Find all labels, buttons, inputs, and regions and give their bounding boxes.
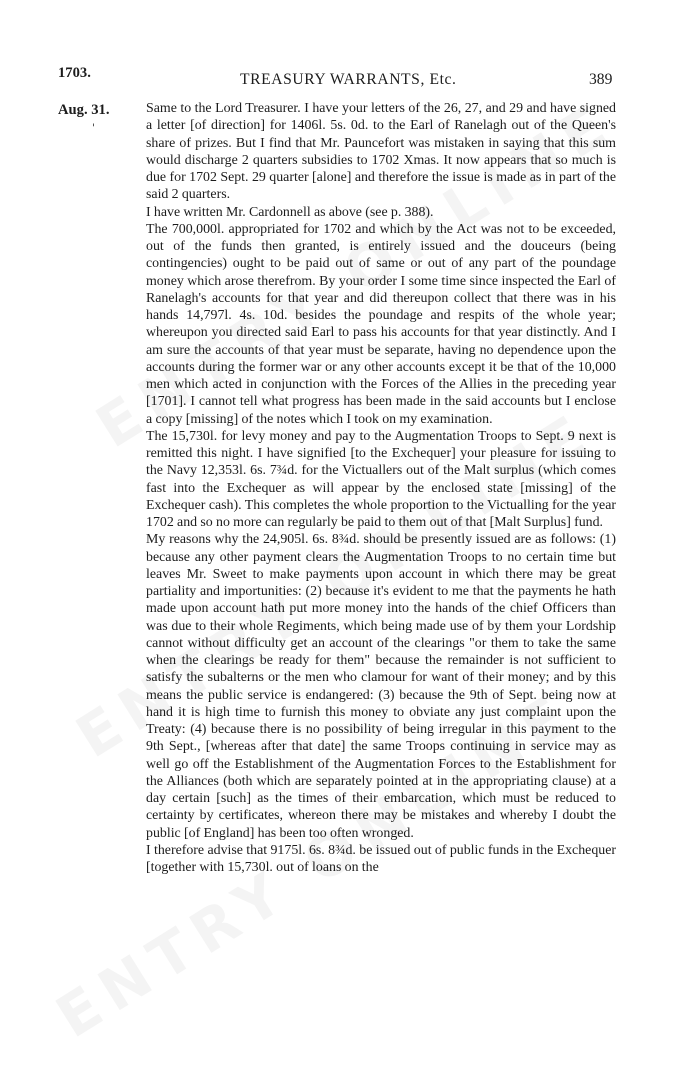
- header-year: 1703.: [58, 65, 91, 81]
- margin-date: Aug. 31.: [58, 102, 110, 118]
- paragraph: Same to the Lord Treasurer. I have your letters of the 26, 27, and 29 and have signed a letter [of direction] for 1406l. 5s. 0d. to the Earl of Ranelagh out of the Queen's share of prizes. But I find that Mr. Pauncefort was mistaken in saying that this sum would discharge 2 quarters subsidies to 1702 Xmas. It now appears that so much is due for 1702 Sept. 29 quarter [alone] and therefore the issue is made as in part of the said 2 quarters.: [146, 101, 616, 203]
- paragraph: I have written Mr. Cardonnell as above (see p. 388).: [146, 204, 434, 220]
- page-number: 389: [589, 71, 613, 88]
- paragraph: The 700,000l. appropriated for 1702 and which by the Act was not to be exceeded, out of the funds then granted, is entirely issued and the douceurs (being contingencies) ought to be paid out of same or out of any part of the poundage money which arose therefrom. By your order I some time since inspected the Earl of Ranelagh's accounts for that year and did thereupon collect that there was in his hands 14,797l. 4s. 10d. besides the poundage and respits of the whole year; whereupon you directed said Earl to pass his accounts for that year distinctly. And I am sure the accounts of that year must be separate, having no dependence upon the accounts during the former war or any other accounts except it be that of the 10,000 men which acted in conjunction with the Forces of the Allies in the preceding year [1701]. I cannot tell what progress has been made in the said accounts but I enclose a copy [missing] of the notes which I took on my examination.: [146, 221, 616, 427]
- running-title: TREASURY WARRANTS, Etc.: [240, 71, 457, 88]
- paragraph: My reasons why the 24,905l. 6s. 8¾d. should be presently issued are as follows: (1) because any other payment clears the Augmentation Troops to no certain time but leaves Mr. Sweet to make payments upon account in which there may be great partiality and importunities: (2) because it's evident to me that the payments he hath made upon account hath put more money into the hands of the chief Officers than was due to their whole Regiments, which being made use of by them your Lordship cannot without difficulty get an account of the clearings "or them to take the same when the clearings be ready for them" because the remainder is not sufficient to satisfy the subalterns or the men who clamour for want of their money; and by this means the public service is endangered: (3) because the 9th of Sept. being now at hand it is high time to furnish this money to obviate any just complaint upon the Treaty: (4) because there is no possibility of being irregular in this payment to the 9th Sept., [whereas after that date] the same Troops continuing in service may as well go off the Establishment of the Augmentation Forces to the Establishment for the Alliances (both which are separately pointed at in the appropriating clause) at a day certain [such] as the times of their embarcation, which must be reduced to certainty by certificates, whereon there may be mistakes and whereby I doubt the public [of England] has been too often wronged.: [146, 532, 616, 841]
- paragraph: The 15,730l. for levy money and pay to the Augmentation Troops to Sept. 9 next is remitted this night. I have signified [to the Exchequer] your pleasure for issuing to the Navy 12,353l. 6s. 7¾d. for the Victuallers out of the Malt surplus (which comes fast into the Exchequer as will appear by the enclosed state [missing] of the Exchequer cash). This completes the whole proportion to the Victualling for the year 1702 and so no more can regularly be paid to them out of that [Malt Surplus] fund.: [146, 428, 616, 530]
- margin-dot: ': [92, 123, 95, 134]
- body-text: [146, 100, 616, 876]
- paragraph: I therefore advise that 9175l. 6s. 8¾d. be issued out of public funds in the Exchequer [together with 15,730l. out of loans on the: [146, 842, 616, 875]
